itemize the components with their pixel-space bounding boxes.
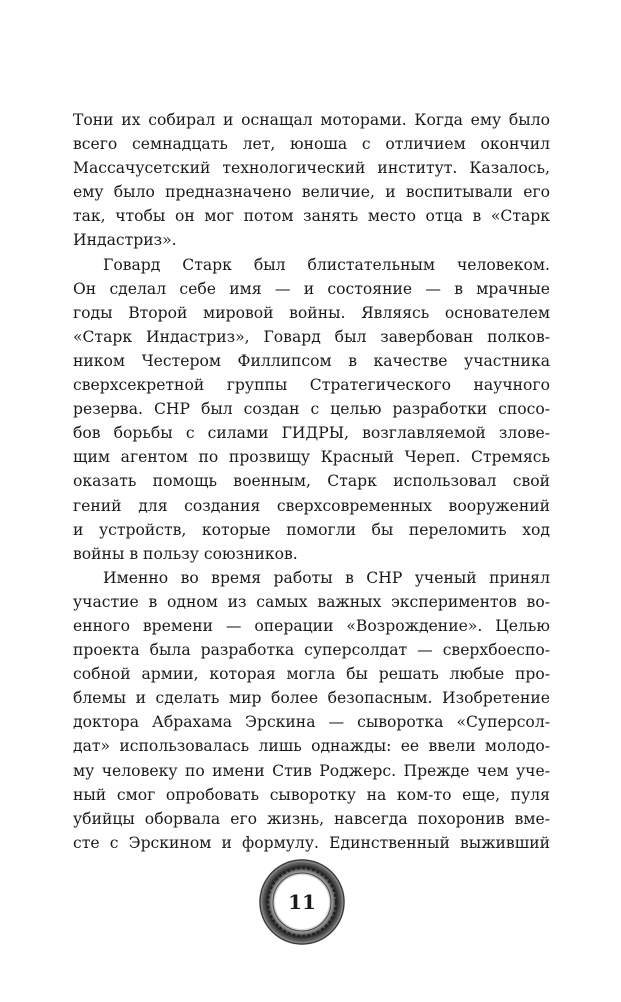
text-line: ный смог опробовать сыворотку на ком-то еще, пуля	[73, 785, 550, 804]
text-line: Тони их собирал и оснащал моторами. Когда ему было	[73, 111, 550, 129]
text-line: проекта была разработка суперсолдат — сверхбоеспо-	[73, 641, 550, 660]
text-line: убийцы оборвала его жизнь, навсегда похоронив вме-	[73, 809, 550, 828]
text-line: блемы и сделать мир более безопасным. Изобретение	[73, 689, 550, 708]
text-line: сте с Эрскином и формулу. Единственный выживший	[73, 833, 550, 852]
text-line: резерва. СНР был создан с целью разработки спосо-	[73, 400, 550, 419]
text-line: годы Второй мировой войны. Являясь основателем	[73, 303, 550, 322]
text-line: енного времени — операции «Возрождение». Целью	[73, 616, 550, 635]
text-line: всего семнадцать лет, юноша с отличием окончил	[73, 135, 550, 154]
text-line: ему было предназначено величие, и воспитывали его	[73, 183, 550, 202]
page-number: 11	[288, 890, 316, 914]
text-line: бов борьбы с силами ГИДРЫ, возглавляемой зловe-	[73, 424, 550, 443]
text-line: Говард Старк был блистательным человеком.	[103, 255, 550, 274]
text-line: Он сделал себе имя — и состояние — в мрачные	[73, 279, 550, 298]
text-line: «Старк Индастриз», Говард был завербован полков-	[73, 327, 550, 346]
body-text	[73, 108, 550, 855]
text-line: и устройств, которые помогли бы переломить ход	[73, 520, 550, 539]
text-line: дат» использовалась лишь однажды: ее ввели молодо-	[73, 737, 550, 756]
text-line: войны в пользу союзников.	[73, 544, 298, 563]
text-line: Индастриз».	[73, 231, 177, 250]
text-line: собной армии, которая могла бы решать любые про-	[73, 665, 550, 684]
text-line: сверхсекретной группы Стратегического научного	[73, 376, 550, 395]
text-line: гений для создания сверхсовременных вооружений	[73, 496, 550, 515]
text-line: оказать помощь военным, Старк использовал свой	[73, 472, 550, 491]
text-line: участие в одном из самых важных экспериментов во-	[73, 592, 550, 611]
text-line: щим агентом по прозвищу Красный Череп. Стремясь	[73, 448, 550, 467]
text-line: так, чтобы он мог потом занять место отца в «Старк	[73, 207, 550, 226]
text-line: Массачусетский технологический институт. Казалось,	[73, 159, 550, 178]
text-line: му человеку по имени Стив Роджерс. Прежде чем уче-	[73, 761, 550, 780]
text-line: доктора Абрахама Эрскина — сыворотка «Суперсол-	[73, 713, 550, 732]
text-line: Именно во время работы в СНР ученый принял	[103, 568, 550, 587]
text-line: ником Честером Филлипсом в качестве участника	[73, 351, 550, 370]
